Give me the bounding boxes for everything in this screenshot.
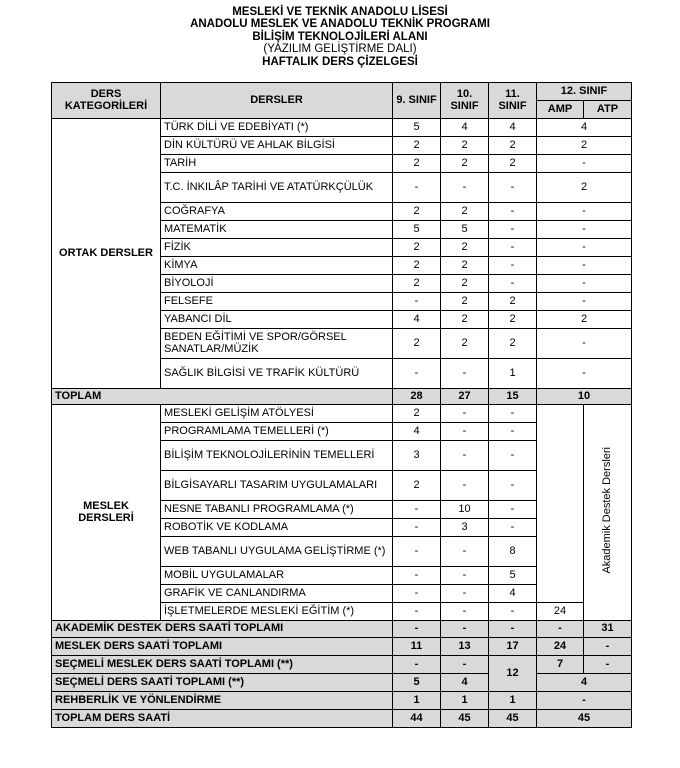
hours-g9: 3 — [393, 441, 441, 471]
total-g12: 10 — [537, 389, 632, 405]
course-name: PROGRAMLAMA TEMELLERİ (*) — [161, 423, 393, 441]
course-name: MATEMATİK — [161, 221, 393, 239]
hours-g12: - — [537, 239, 632, 257]
hours-g10: 5 — [441, 221, 489, 239]
hours-g11: - — [489, 221, 537, 239]
hours-g10: - — [441, 359, 489, 389]
total-g11: 15 — [489, 389, 537, 405]
hours-g11: 8 — [489, 537, 537, 567]
summary-g9: 1 — [393, 692, 441, 710]
course-name: TÜRK DİLİ VE EDEBİYATI (*) — [161, 119, 393, 137]
summary-g9: 44 — [393, 710, 441, 728]
hours-g10: 4 — [441, 119, 489, 137]
course-name: YABANCI DİL — [161, 311, 393, 329]
summary-atp: - — [584, 656, 632, 674]
summary-label: SEÇMELİ MESLEK DERS SAATİ TOPLAMI (**) — [52, 656, 393, 674]
hours-g9: - — [393, 603, 441, 621]
hours-g9: - — [393, 359, 441, 389]
header-category: DERS KATEGORİLERİ — [52, 83, 161, 119]
hours-g10: - — [441, 405, 489, 423]
header-amp: AMP — [537, 101, 584, 119]
hours-g12: 4 — [537, 119, 632, 137]
hours-g10: 2 — [441, 293, 489, 311]
hours-g11: 4 — [489, 585, 537, 603]
summary-g10: 1 — [441, 692, 489, 710]
hours-g10: 2 — [441, 329, 489, 359]
table-header-row — [52, 83, 632, 101]
hours-g11: 2 — [489, 329, 537, 359]
summary-g11: 17 — [489, 638, 537, 656]
hours-g11: - — [489, 501, 537, 519]
hours-g10: - — [441, 423, 489, 441]
hours-g11: 2 — [489, 155, 537, 173]
summary-label: SEÇMELİ DERS SAATİ TOPLAMI (**) — [52, 674, 393, 692]
summary-row-total — [52, 710, 632, 728]
header-grade-11: 11. SINIF — [489, 83, 537, 119]
hours-g12: - — [537, 275, 632, 293]
hours-amp: 24 — [537, 603, 584, 621]
summary-row-elective — [52, 674, 632, 692]
course-name: İŞLETMELERDE MESLEKİ EĞİTİM (*) — [161, 603, 393, 621]
hours-g12: - — [537, 203, 632, 221]
hours-g9: 2 — [393, 275, 441, 293]
summary-g11: 1 — [489, 692, 537, 710]
hours-g9: 2 — [393, 405, 441, 423]
course-name: MOBİL UYGULAMALAR — [161, 567, 393, 585]
hours-g11: 2 — [489, 311, 537, 329]
summary-g12: 45 — [537, 710, 632, 728]
hours-g11: - — [489, 471, 537, 501]
hours-g10: - — [441, 567, 489, 585]
course-name: MESLEKİ GELİŞİM ATÖLYESİ — [161, 405, 393, 423]
hours-g12: - — [537, 329, 632, 359]
course-name: KİMYA — [161, 257, 393, 275]
hours-g12: 2 — [537, 137, 632, 155]
hours-g11: - — [489, 173, 537, 203]
hours-g11: 5 — [489, 567, 537, 585]
table-row — [52, 405, 632, 423]
hours-g10: - — [441, 603, 489, 621]
hours-g9: - — [393, 519, 441, 537]
summary-g12: 4 — [537, 674, 632, 692]
summary-g9: 11 — [393, 638, 441, 656]
weekly-schedule-table — [51, 82, 632, 728]
hours-g10: 10 — [441, 501, 489, 519]
summary-row-academic — [52, 621, 632, 638]
course-name: TARİH — [161, 155, 393, 173]
hours-g10: 2 — [441, 311, 489, 329]
title-branch: (YAZILIM GELİŞTİRME DALI) — [263, 43, 417, 56]
hours-g9: - — [393, 537, 441, 567]
summary-g10: - — [441, 656, 489, 674]
header-courses: DERSLER — [161, 83, 393, 119]
amp-empty-cell — [537, 405, 584, 603]
hours-g12: 2 — [537, 311, 632, 329]
hours-g11: 1 — [489, 359, 537, 389]
summary-g11: - — [489, 621, 537, 638]
summary-row-vocational — [52, 638, 632, 656]
summary-atp: 31 — [584, 621, 632, 638]
category-meslek: MESLEK DERSLERİ — [52, 405, 161, 621]
hours-g9: - — [393, 585, 441, 603]
course-name: COĞRAFYA — [161, 203, 393, 221]
summary-g11-merged: 12 — [489, 656, 537, 692]
course-name: BİYOLOJİ — [161, 275, 393, 293]
title-program: ANADOLU MESLEK VE ANADOLU TEKNİK PROGRAMI — [190, 18, 490, 31]
summary-label: REHBERLİK VE YÖNLENDİRME — [52, 692, 393, 710]
course-name: BİLGİSAYARLI TASARIM UYGULAMALARI — [161, 471, 393, 501]
title-field: BİLİŞİM TEKNOLOJİLERİ ALANI — [252, 30, 428, 43]
hours-g12: - — [537, 257, 632, 275]
hours-g9: 2 — [393, 239, 441, 257]
hours-g11: - — [489, 603, 537, 621]
hours-g11: 4 — [489, 119, 537, 137]
total-label: TOPLAM — [52, 389, 393, 405]
hours-g10: 3 — [441, 519, 489, 537]
header-grade-12: 12. SINIF — [537, 83, 632, 101]
hours-g11: - — [489, 519, 537, 537]
document-title — [0, 6, 680, 68]
course-name: DİN KÜLTÜRÜ VE AHLAK BİLGİSİ — [161, 137, 393, 155]
course-name: FELSEFE — [161, 293, 393, 311]
academic-support-label: Akademik Destek Dersleri — [600, 447, 613, 575]
hours-g10: - — [441, 585, 489, 603]
hours-g9: 5 — [393, 221, 441, 239]
header-grade-10: 10. SINIF — [441, 83, 489, 119]
hours-g10: 2 — [441, 275, 489, 293]
hours-g11: 2 — [489, 293, 537, 311]
hours-g11: - — [489, 423, 537, 441]
hours-g10: - — [441, 537, 489, 567]
hours-g10: 2 — [441, 137, 489, 155]
hours-g11: 2 — [489, 137, 537, 155]
hours-g9: - — [393, 293, 441, 311]
summary-row-guidance — [52, 692, 632, 710]
summary-g10: 13 — [441, 638, 489, 656]
course-name: T.C. İNKILÂP TARİHİ VE ATATÜRKÇÜLÜK — [161, 173, 393, 203]
hours-g9: 2 — [393, 203, 441, 221]
table-row — [52, 119, 632, 137]
hours-g10: 2 — [441, 155, 489, 173]
hours-g10: 2 — [441, 257, 489, 275]
hours-g12: - — [537, 221, 632, 239]
hours-g10: - — [441, 173, 489, 203]
hours-g11: - — [489, 441, 537, 471]
hours-g9: 2 — [393, 155, 441, 173]
total-g10: 27 — [441, 389, 489, 405]
hours-g9: 4 — [393, 423, 441, 441]
hours-g11: - — [489, 275, 537, 293]
summary-g10: 4 — [441, 674, 489, 692]
summary-g12: - — [537, 692, 632, 710]
hours-g11: - — [489, 405, 537, 423]
summary-g9: 5 — [393, 674, 441, 692]
hours-g12: - — [537, 155, 632, 173]
hours-g9: - — [393, 567, 441, 585]
total-row — [52, 389, 632, 405]
summary-label: TOPLAM DERS SAATİ — [52, 710, 393, 728]
summary-g10: 45 — [441, 710, 489, 728]
hours-g9: - — [393, 501, 441, 519]
header-grade-9: 9. SINIF — [393, 83, 441, 119]
course-name: FİZİK — [161, 239, 393, 257]
hours-g9: 2 — [393, 137, 441, 155]
hours-g9: - — [393, 173, 441, 203]
summary-g11: 45 — [489, 710, 537, 728]
summary-atp: - — [584, 638, 632, 656]
hours-g9: 5 — [393, 119, 441, 137]
hours-g12: - — [537, 359, 632, 389]
hours-g10: - — [441, 441, 489, 471]
hours-g9: 2 — [393, 471, 441, 501]
academic-support-cell — [584, 405, 632, 621]
summary-g9: - — [393, 656, 441, 674]
summary-g9: - — [393, 621, 441, 638]
summary-row-elective-vocational — [52, 656, 632, 674]
hours-g9: 4 — [393, 311, 441, 329]
total-g9: 28 — [393, 389, 441, 405]
summary-g10: - — [441, 621, 489, 638]
hours-g10: 2 — [441, 239, 489, 257]
course-name: SAĞLIK BİLGİSİ VE TRAFİK KÜLTÜRÜ — [161, 359, 393, 389]
summary-amp: 7 — [537, 656, 584, 674]
title-schedule: HAFTALIK DERS ÇİZELGESİ — [262, 55, 418, 68]
summary-label: MESLEK DERS SAATİ TOPLAMI — [52, 638, 393, 656]
summary-amp: - — [537, 621, 584, 638]
hours-g9: 2 — [393, 257, 441, 275]
hours-g12: 2 — [537, 173, 632, 203]
course-name: GRAFİK VE CANLANDIRMA — [161, 585, 393, 603]
course-name: WEB TABANLI UYGULAMA GELİŞTİRME (*) — [161, 537, 393, 567]
hours-g10: - — [441, 471, 489, 501]
course-name: ROBOTİK VE KODLAMA — [161, 519, 393, 537]
course-name: BEDEN EĞİTİMİ VE SPOR/GÖRSEL SANATLAR/MÜZİK — [161, 329, 393, 359]
title-school-type: MESLEKİ VE TEKNİK ANADOLU LİSESİ — [232, 6, 448, 18]
category-ortak: ORTAK DERSLER — [52, 119, 161, 389]
hours-g11: - — [489, 203, 537, 221]
hours-g12: - — [537, 293, 632, 311]
summary-amp: 24 — [537, 638, 584, 656]
hours-g9: 2 — [393, 329, 441, 359]
hours-g11: - — [489, 257, 537, 275]
hours-g10: 2 — [441, 203, 489, 221]
header-atp: ATP — [584, 101, 632, 119]
course-name: BİLİŞİM TEKNOLOJİLERİNİN TEMELLERİ — [161, 441, 393, 471]
course-name: NESNE TABANLI PROGRAMLAMA (*) — [161, 501, 393, 519]
hours-g11: - — [489, 239, 537, 257]
summary-label: AKADEMİK DESTEK DERS SAATİ TOPLAMI — [52, 621, 393, 638]
